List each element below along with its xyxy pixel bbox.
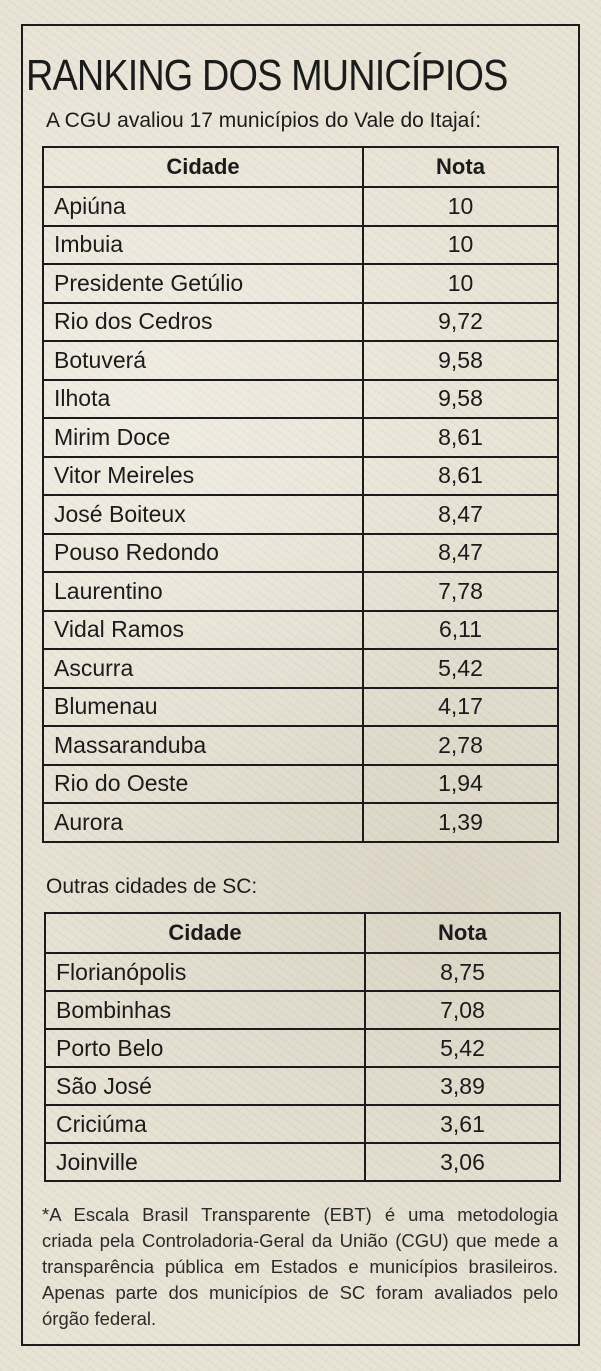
city-cell: Porto Belo	[45, 1029, 365, 1067]
table-row	[43, 341, 558, 380]
grade-cell: 10	[363, 264, 558, 303]
table-header-row	[45, 913, 560, 953]
table-row	[43, 726, 558, 765]
subtitle: A CGU avaliou 17 municípios do Vale do Itajaí:	[46, 109, 482, 132]
table-header-row	[43, 147, 558, 187]
city-cell: Laurentino	[43, 572, 363, 611]
grade-cell: 10	[363, 226, 558, 265]
table-row	[43, 226, 558, 265]
city-cell: Botuverá	[43, 341, 363, 380]
page-title: RANKING DOS MUNICÍPIOS	[26, 51, 508, 100]
table-row	[43, 534, 558, 573]
table-row	[43, 187, 558, 226]
table-row	[45, 991, 560, 1029]
city-cell: Mirim Doce	[43, 418, 363, 457]
grade-cell: 9,72	[363, 303, 558, 342]
grade-cell: 1,94	[363, 765, 558, 804]
city-cell: Rio dos Cedros	[43, 303, 363, 342]
city-cell: Blumenau	[43, 688, 363, 727]
table-row	[45, 1067, 560, 1105]
column-header-city: Cidade	[45, 913, 365, 953]
table-row	[43, 649, 558, 688]
column-header-city: Cidade	[43, 147, 363, 187]
table-row	[43, 418, 558, 457]
table-row	[43, 611, 558, 650]
table-row	[43, 572, 558, 611]
footnote: *A Escala Brasil Transparente (EBT) é uma metodologia criada pela Controladoria-Geral da União (CGU) que mede a transparência pública em Estados e municípios brasileiros. Apenas parte dos municípios de SC foram avaliados pelo órgão federal.	[42, 1204, 558, 1329]
grade-cell: 8,75	[365, 953, 560, 991]
table-row	[43, 380, 558, 419]
grade-cell: 4,17	[363, 688, 558, 727]
city-cell: Ascurra	[43, 649, 363, 688]
city-cell: Criciúma	[45, 1105, 365, 1143]
grade-cell: 9,58	[363, 380, 558, 419]
city-cell: Bombinhas	[45, 991, 365, 1029]
city-cell: Aurora	[43, 803, 363, 842]
city-cell: São José	[45, 1067, 365, 1105]
grade-cell: 8,47	[363, 495, 558, 534]
grade-cell: 1,39	[363, 803, 558, 842]
section-title-other-cities: Outras cidades de SC:	[46, 875, 258, 898]
grade-cell: 9,58	[363, 341, 558, 380]
table-row	[45, 1105, 560, 1143]
table-row	[43, 264, 558, 303]
grade-cell: 5,42	[363, 649, 558, 688]
city-cell: Massaranduba	[43, 726, 363, 765]
table-row	[43, 688, 558, 727]
city-cell: Pouso Redondo	[43, 534, 363, 573]
grade-cell: 3,06	[365, 1143, 560, 1181]
grade-cell: 7,78	[363, 572, 558, 611]
grade-cell: 3,89	[365, 1067, 560, 1105]
city-cell: Apiúna	[43, 187, 363, 226]
table-row	[43, 765, 558, 804]
city-cell: Florianópolis	[45, 953, 365, 991]
grade-cell: 2,78	[363, 726, 558, 765]
city-cell: Joinville	[45, 1143, 365, 1181]
ranking-table-vale-itajai	[42, 146, 559, 843]
ranking-table-other-cities	[44, 912, 561, 1182]
table-row	[45, 1143, 560, 1181]
city-cell: Rio do Oeste	[43, 765, 363, 804]
grade-cell: 8,61	[363, 457, 558, 496]
table-row	[45, 1029, 560, 1067]
table-row	[43, 803, 558, 842]
city-cell: Presidente Getúlio	[43, 264, 363, 303]
grade-cell: 10	[363, 187, 558, 226]
table-row	[43, 303, 558, 342]
grade-cell: 3,61	[365, 1105, 560, 1143]
grade-cell: 8,47	[363, 534, 558, 573]
grade-cell: 7,08	[365, 991, 560, 1029]
grade-cell: 6,11	[363, 611, 558, 650]
grade-cell: 5,42	[365, 1029, 560, 1067]
grade-cell: 8,61	[363, 418, 558, 457]
city-cell: Vitor Meireles	[43, 457, 363, 496]
city-cell: Imbuia	[43, 226, 363, 265]
city-cell: Ilhota	[43, 380, 363, 419]
city-cell: José Boiteux	[43, 495, 363, 534]
table-row	[45, 953, 560, 991]
column-header-grade: Nota	[365, 913, 560, 953]
city-cell: Vidal Ramos	[43, 611, 363, 650]
column-header-grade: Nota	[363, 147, 558, 187]
table-row	[43, 457, 558, 496]
table-row	[43, 495, 558, 534]
